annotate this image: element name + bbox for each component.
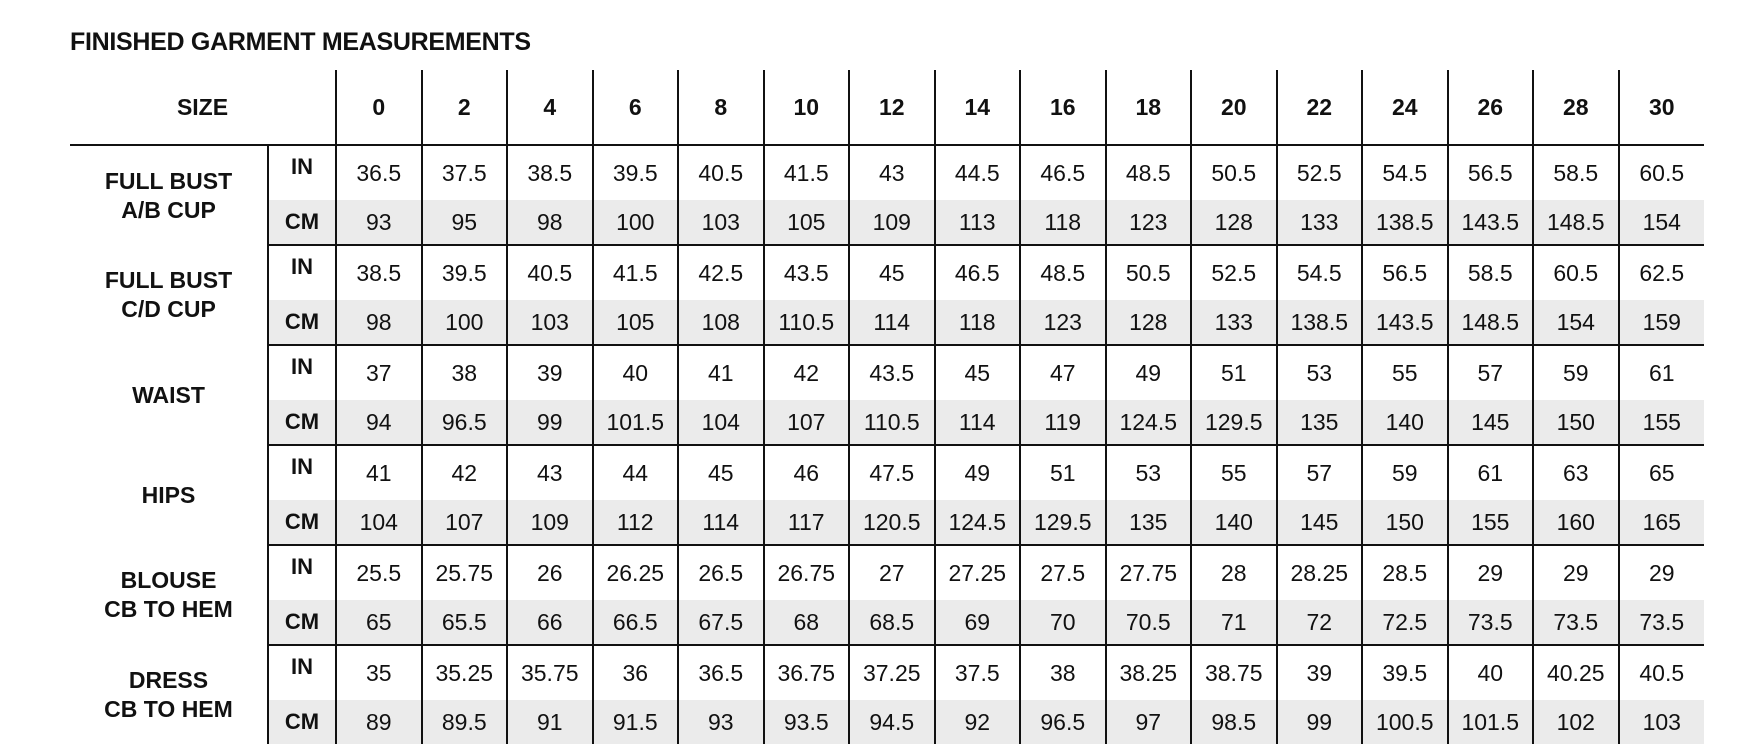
- value-cell-in: 53: [1106, 445, 1192, 500]
- measurement-label: [70, 345, 268, 445]
- size-header-cell: 6: [593, 70, 679, 145]
- measurements-table: [70, 70, 1704, 744]
- value-cell-in: 39: [507, 345, 593, 400]
- value-cell-cm: 89.5: [422, 700, 508, 744]
- value-cell-in: 41.5: [593, 245, 679, 300]
- value-cell-cm: 100: [593, 200, 679, 245]
- value-cell-cm: 72: [1277, 600, 1363, 645]
- value-cell-cm: 123: [1106, 200, 1192, 245]
- value-cell-cm: 145: [1277, 500, 1363, 545]
- value-cell-in: 40.5: [507, 245, 593, 300]
- value-cell-in: 50.5: [1106, 245, 1192, 300]
- value-cell-in: 56.5: [1362, 245, 1448, 300]
- value-cell-cm: 155: [1448, 500, 1534, 545]
- value-cell-cm: 103: [507, 300, 593, 345]
- value-cell-in: 37: [336, 345, 422, 400]
- value-cell-cm: 100.5: [1362, 700, 1448, 744]
- size-header-cell: 18: [1106, 70, 1192, 145]
- size-header-cell: 24: [1362, 70, 1448, 145]
- value-cell-in: 38.5: [336, 245, 422, 300]
- value-cell-cm: 133: [1277, 200, 1363, 245]
- value-cell-in: 53: [1277, 345, 1363, 400]
- value-cell-in: 39.5: [593, 145, 679, 200]
- unit-label-in: IN: [268, 345, 336, 400]
- value-cell-in: 43: [849, 145, 935, 200]
- value-cell-in: 27: [849, 545, 935, 600]
- value-cell-cm: 145: [1448, 400, 1534, 445]
- value-cell-in: 58.5: [1533, 145, 1619, 200]
- value-cell-in: 40: [1448, 645, 1534, 700]
- value-cell-in: 46.5: [1020, 145, 1106, 200]
- size-header-cell: 20: [1191, 70, 1277, 145]
- value-cell-in: 49: [935, 445, 1021, 500]
- value-cell-cm: 73.5: [1448, 600, 1534, 645]
- value-cell-in: 40.5: [678, 145, 764, 200]
- value-cell-cm: 154: [1619, 200, 1705, 245]
- value-cell-cm: 143.5: [1362, 300, 1448, 345]
- value-cell-in: 27.75: [1106, 545, 1192, 600]
- measurement-row-in: [70, 545, 1704, 600]
- value-cell-in: 63: [1533, 445, 1619, 500]
- measurement-row-in: [70, 445, 1704, 500]
- value-cell-in: 36.75: [764, 645, 850, 700]
- value-cell-cm: 99: [1277, 700, 1363, 744]
- value-cell-cm: 103: [678, 200, 764, 245]
- measurement-label: [70, 445, 268, 545]
- size-header-cell: 2: [422, 70, 508, 145]
- value-cell-cm: 107: [764, 400, 850, 445]
- value-cell-in: 25.5: [336, 545, 422, 600]
- value-cell-in: 39: [1277, 645, 1363, 700]
- measurement-label-line: BLOUSE: [120, 567, 217, 593]
- value-cell-cm: 92: [935, 700, 1021, 744]
- value-cell-cm: 73.5: [1619, 600, 1705, 645]
- measurement-label-line: CB TO HEM: [104, 695, 233, 722]
- value-cell-in: 38: [1020, 645, 1106, 700]
- measurement-label: [70, 645, 268, 744]
- value-cell-cm: 138.5: [1277, 300, 1363, 345]
- value-cell-in: 28.5: [1362, 545, 1448, 600]
- page-title: FINISHED GARMENT MEASUREMENTS: [70, 28, 531, 56]
- value-cell-in: 26: [507, 545, 593, 600]
- size-header-cell: 12: [849, 70, 935, 145]
- size-header-cell: 8: [678, 70, 764, 145]
- value-cell-in: 26.75: [764, 545, 850, 600]
- value-cell-cm: 135: [1106, 500, 1192, 545]
- value-cell-in: 48.5: [1020, 245, 1106, 300]
- value-cell-cm: 99: [507, 400, 593, 445]
- value-cell-in: 45: [849, 245, 935, 300]
- unit-label-cm: CM: [268, 700, 336, 744]
- measurement-label-line: CB TO HEM: [104, 596, 233, 622]
- value-cell-in: 43.5: [764, 245, 850, 300]
- value-cell-cm: 155: [1619, 400, 1705, 445]
- value-cell-in: 37.5: [422, 145, 508, 200]
- value-cell-cm: 93: [678, 700, 764, 744]
- value-cell-cm: 140: [1362, 400, 1448, 445]
- value-cell-in: 59: [1362, 445, 1448, 500]
- value-cell-in: 28.25: [1277, 545, 1363, 600]
- unit-label-in: IN: [268, 545, 336, 600]
- value-cell-in: 25.75: [422, 545, 508, 600]
- value-cell-in: 43: [507, 445, 593, 500]
- value-cell-cm: 94.5: [849, 700, 935, 744]
- measurement-row-cm: [70, 600, 1704, 645]
- measurement-row-cm: [70, 300, 1704, 345]
- value-cell-in: 38.25: [1106, 645, 1192, 700]
- value-cell-in: 55: [1362, 345, 1448, 400]
- value-cell-in: 42: [764, 345, 850, 400]
- value-cell-in: 58.5: [1448, 245, 1534, 300]
- value-cell-in: 52.5: [1191, 245, 1277, 300]
- value-cell-cm: 69: [935, 600, 1021, 645]
- value-cell-cm: 109: [849, 200, 935, 245]
- value-cell-cm: 95: [422, 200, 508, 245]
- value-cell-in: 37.5: [935, 645, 1021, 700]
- value-cell-in: 65: [1648, 459, 1675, 486]
- value-cell-in: 35.25: [422, 645, 508, 700]
- size-header-label: SIZE: [70, 70, 336, 145]
- value-cell-in: 60.5: [1533, 245, 1619, 300]
- table-body: [70, 145, 1704, 744]
- value-cell-in: 62.5: [1639, 259, 1685, 286]
- value-cell-in: 28: [1191, 545, 1277, 600]
- value-cell-cm: 104: [336, 500, 422, 545]
- value-cell-cm: 118: [935, 300, 1021, 345]
- value-cell-in: 52.5: [1277, 145, 1363, 200]
- unit-label-cm: CM: [268, 500, 336, 545]
- measurement-row-in: [70, 145, 1704, 200]
- value-cell-cm: 73.5: [1533, 600, 1619, 645]
- value-cell-cm: 140: [1191, 500, 1277, 545]
- unit-label-in: IN: [268, 245, 336, 300]
- value-cell-cm: 98.5: [1191, 700, 1277, 744]
- unit-label-cm: CM: [268, 400, 336, 445]
- value-cell-cm: 105: [593, 300, 679, 345]
- value-cell-in: 40.25: [1533, 645, 1619, 700]
- value-cell-in: 57: [1277, 445, 1363, 500]
- value-cell-in: 51: [1191, 345, 1277, 400]
- value-cell-cm: 66: [507, 600, 593, 645]
- value-cell-cm: 104: [678, 400, 764, 445]
- value-cell-cm: 154: [1533, 300, 1619, 345]
- value-cell-cm: 159: [1619, 300, 1705, 345]
- value-cell-cm: 91.5: [593, 700, 679, 744]
- value-cell-cm: 103: [1619, 700, 1705, 744]
- value-cell-cm: 129.5: [1191, 400, 1277, 445]
- value-cell-cm: 118: [1020, 200, 1106, 245]
- size-header-row: [70, 70, 1704, 145]
- measurement-label: [70, 545, 268, 645]
- value-cell-cm: 148.5: [1448, 300, 1534, 345]
- unit-label-cm: CM: [268, 600, 336, 645]
- value-cell-in: 48.5: [1106, 145, 1192, 200]
- measurement-label-line: HIPS: [141, 481, 196, 508]
- measurement-label-line: WAIST: [132, 381, 205, 408]
- value-cell-cm: 160: [1533, 500, 1619, 545]
- value-cell-cm: 133: [1191, 300, 1277, 345]
- measurement-label: [70, 145, 268, 245]
- value-cell-in: 51: [1020, 445, 1106, 500]
- value-cell-cm: 107: [422, 500, 508, 545]
- unit-label-in: IN: [268, 145, 336, 200]
- value-cell-in: 41: [336, 445, 422, 500]
- size-header-cell: 22: [1277, 70, 1363, 145]
- value-cell-in: 35.75: [507, 645, 593, 700]
- value-cell-in: 36.5: [678, 645, 764, 700]
- measurement-row-cm: [70, 500, 1704, 545]
- value-cell-cm: 119: [1020, 400, 1106, 445]
- value-cell-in: 27.5: [1020, 545, 1106, 600]
- value-cell-in: 45: [678, 445, 764, 500]
- measurement-label: [70, 245, 268, 345]
- value-cell-cm: 114: [678, 500, 764, 545]
- value-cell-cm: 96.5: [1020, 700, 1106, 744]
- value-cell-in: 26.5: [678, 545, 764, 600]
- value-cell-in: 56.5: [1448, 145, 1534, 200]
- value-cell-in: 54.5: [1277, 245, 1363, 300]
- measurement-row-cm: [70, 400, 1704, 445]
- size-header-cell: 28: [1533, 70, 1619, 145]
- value-cell-in: 57: [1448, 345, 1534, 400]
- value-cell-cm: 135: [1277, 400, 1363, 445]
- measurement-row-in: [70, 645, 1704, 700]
- value-cell-cm: 117: [764, 500, 850, 545]
- value-cell-cm: 110.5: [764, 300, 850, 345]
- value-cell-cm: 65: [336, 600, 422, 645]
- value-cell-in: 47.5: [849, 445, 935, 500]
- value-cell-cm: 101.5: [1448, 700, 1534, 744]
- value-cell-cm: 72.5: [1362, 600, 1448, 645]
- value-cell-in: 60.5: [1639, 159, 1685, 186]
- value-cell-cm: 123: [1020, 300, 1106, 345]
- value-cell-in: 46: [764, 445, 850, 500]
- value-cell-cm: 143.5: [1448, 200, 1534, 245]
- unit-label-in: IN: [268, 645, 336, 700]
- value-cell-cm: 150: [1362, 500, 1448, 545]
- value-cell-in: 29: [1448, 545, 1534, 600]
- value-cell-in: 39.5: [1362, 645, 1448, 700]
- value-cell-cm: 68: [764, 600, 850, 645]
- value-cell-in: 54.5: [1362, 145, 1448, 200]
- value-cell-cm: 68.5: [849, 600, 935, 645]
- value-cell-in: 36.5: [336, 145, 422, 200]
- value-cell-cm: 108: [678, 300, 764, 345]
- value-cell-in: 43.5: [849, 345, 935, 400]
- value-cell-cm: 96.5: [422, 400, 508, 445]
- value-cell-cm: 113: [935, 200, 1021, 245]
- value-cell-in: 40: [593, 345, 679, 400]
- value-cell-cm: 97: [1106, 700, 1192, 744]
- value-cell-in: 39.5: [422, 245, 508, 300]
- value-cell-cm: 110.5: [849, 400, 935, 445]
- value-cell-cm: 102: [1533, 700, 1619, 744]
- value-cell-in: 46.5: [935, 245, 1021, 300]
- value-cell-cm: 128: [1191, 200, 1277, 245]
- value-cell-in: 61: [1448, 445, 1534, 500]
- value-cell-cm: 71: [1191, 600, 1277, 645]
- value-cell-in: 27.25: [935, 545, 1021, 600]
- size-header-cell: 0: [336, 70, 422, 145]
- measurement-row-in: [70, 245, 1704, 300]
- value-cell-in: 29: [1533, 545, 1619, 600]
- value-cell-cm: 128: [1106, 300, 1192, 345]
- value-cell-cm: 112: [593, 500, 679, 545]
- value-cell-in: 26.25: [593, 545, 679, 600]
- unit-label-in: IN: [268, 445, 336, 500]
- measurement-label-line: FULL BUST: [104, 167, 233, 194]
- value-cell-cm: 65.5: [422, 600, 508, 645]
- measurement-row-in: [70, 345, 1704, 400]
- size-header-cell: 16: [1020, 70, 1106, 145]
- size-header-cell: 14: [935, 70, 1021, 145]
- value-cell-in: 44: [593, 445, 679, 500]
- size-header-cell: 30: [1619, 70, 1705, 145]
- value-cell-cm: 98: [507, 200, 593, 245]
- value-cell-in: 40.5: [1639, 659, 1685, 686]
- value-cell-in: 42.5: [678, 245, 764, 300]
- value-cell-in: 47: [1020, 345, 1106, 400]
- value-cell-cm: 129.5: [1020, 500, 1106, 545]
- value-cell-cm: 91: [507, 700, 593, 744]
- value-cell-cm: 114: [849, 300, 935, 345]
- unit-label-cm: CM: [268, 300, 336, 345]
- measurement-label-line: A/B CUP: [121, 196, 216, 223]
- measurement-label-line: C/D CUP: [121, 296, 216, 322]
- value-cell-in: 59: [1533, 345, 1619, 400]
- value-cell-cm: 93.5: [764, 700, 850, 744]
- value-cell-in: 38: [422, 345, 508, 400]
- value-cell-cm: 70.5: [1106, 600, 1192, 645]
- value-cell-cm: 138.5: [1362, 200, 1448, 245]
- value-cell-cm: 120.5: [849, 500, 935, 545]
- value-cell-in: 42: [422, 445, 508, 500]
- value-cell-in: 49: [1106, 345, 1192, 400]
- value-cell-in: 44.5: [935, 145, 1021, 200]
- value-cell-cm: 150: [1533, 400, 1619, 445]
- size-header-cell: 4: [507, 70, 593, 145]
- value-cell-in: 45: [935, 345, 1021, 400]
- unit-label-cm: CM: [268, 200, 336, 245]
- measurement-row-cm: [70, 700, 1704, 744]
- measurement-row-cm: [70, 200, 1704, 245]
- value-cell-cm: 67.5: [678, 600, 764, 645]
- value-cell-cm: 124.5: [1106, 400, 1192, 445]
- value-cell-in: 55: [1191, 445, 1277, 500]
- value-cell-in: 38.75: [1191, 645, 1277, 700]
- value-cell-in: 41: [678, 345, 764, 400]
- value-cell-cm: 101.5: [593, 400, 679, 445]
- value-cell-cm: 124.5: [935, 500, 1021, 545]
- value-cell-cm: 100: [422, 300, 508, 345]
- measurement-label-line: DRESS: [128, 666, 209, 693]
- value-cell-cm: 165: [1619, 500, 1705, 545]
- value-cell-in: 61: [1648, 359, 1675, 386]
- value-cell-cm: 89: [336, 700, 422, 744]
- value-cell-in: 37.25: [849, 645, 935, 700]
- value-cell-in: 35: [336, 645, 422, 700]
- value-cell-cm: 105: [764, 200, 850, 245]
- value-cell-cm: 70: [1020, 600, 1106, 645]
- size-header-cell: 26: [1448, 70, 1534, 145]
- value-cell-cm: 148.5: [1533, 200, 1619, 245]
- value-cell-cm: 114: [935, 400, 1021, 445]
- measurement-label-line: FULL BUST: [104, 267, 233, 293]
- value-cell-cm: 66.5: [593, 600, 679, 645]
- value-cell-in: 50.5: [1191, 145, 1277, 200]
- value-cell-in: 41.5: [764, 145, 850, 200]
- value-cell-in: 38.5: [507, 145, 593, 200]
- size-header-cell: 10: [764, 70, 850, 145]
- value-cell-cm: 109: [507, 500, 593, 545]
- value-cell-in: 36: [593, 645, 679, 700]
- value-cell-cm: 93: [336, 200, 422, 245]
- value-cell-cm: 98: [336, 300, 422, 345]
- value-cell-in: 29: [1648, 559, 1675, 586]
- value-cell-cm: 94: [336, 400, 422, 445]
